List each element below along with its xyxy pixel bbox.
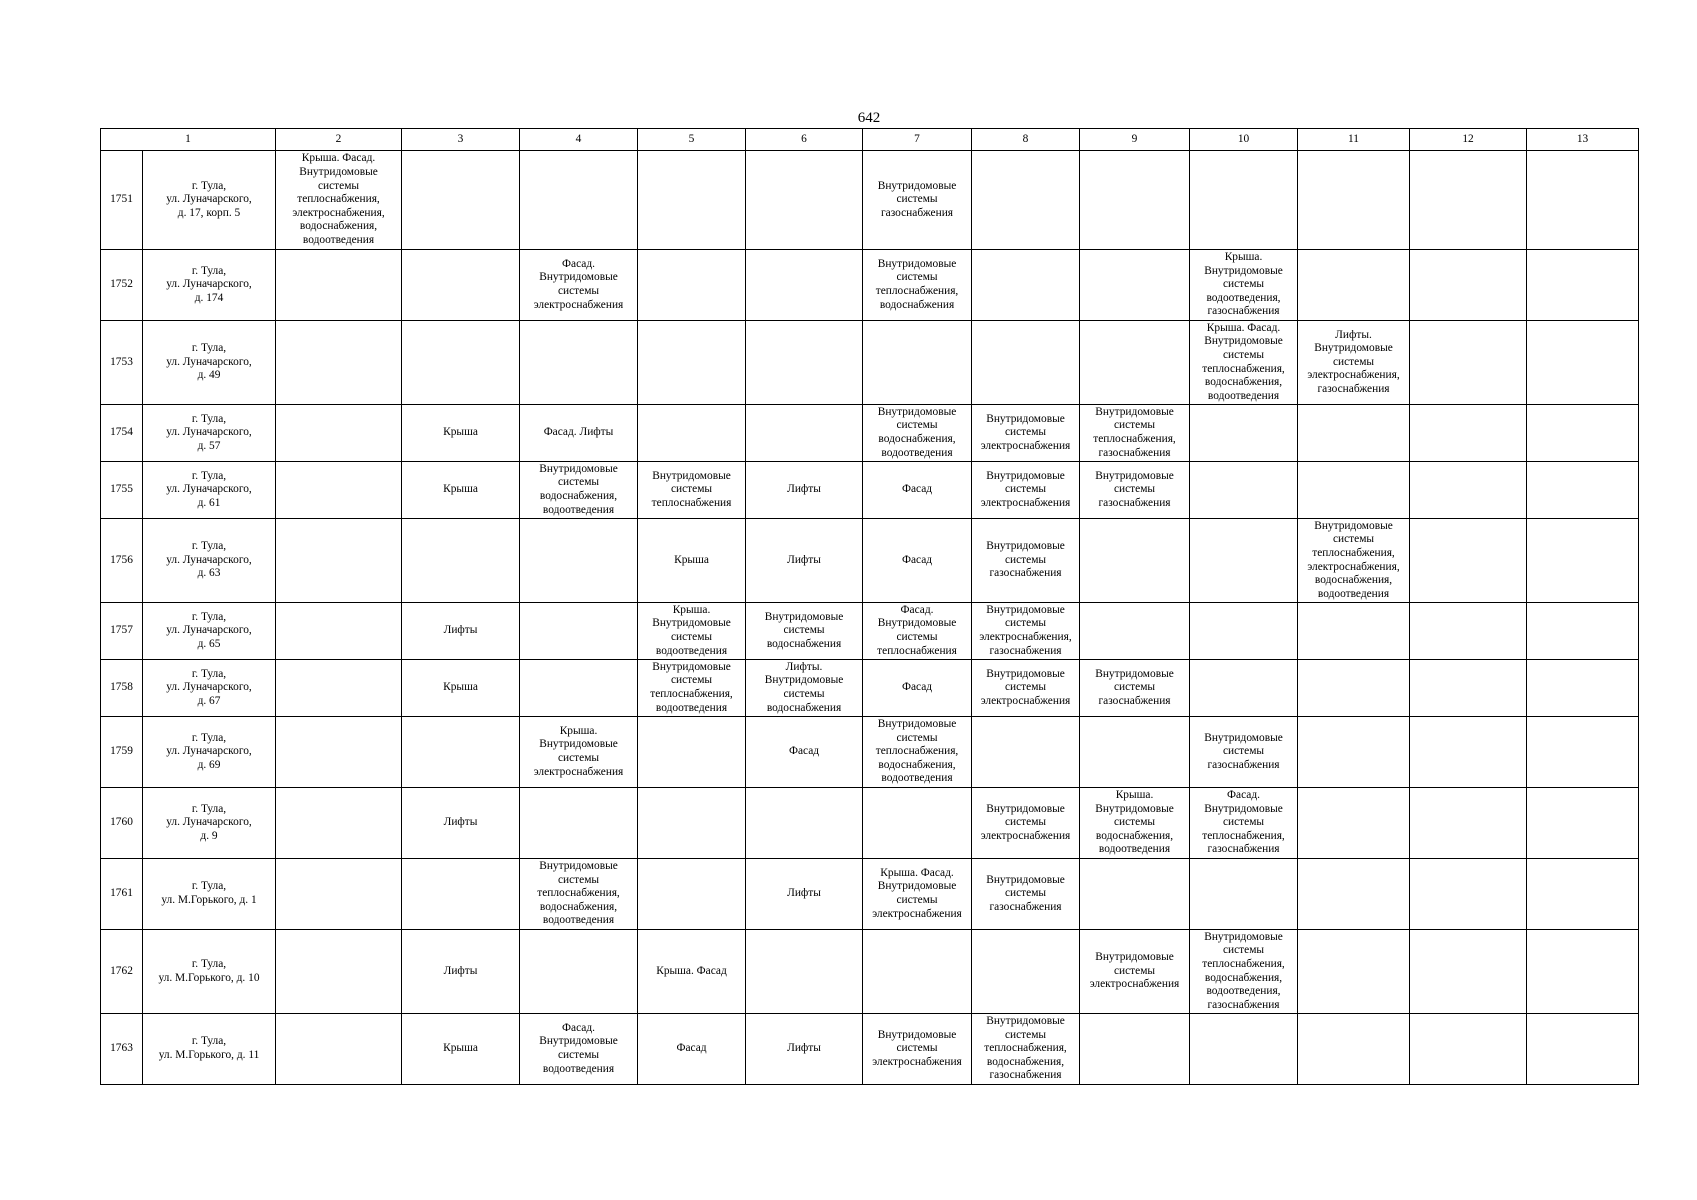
work-cell: Крыша. Внутридомовые системы водоснабжения, водоотведения (1080, 788, 1190, 859)
work-cell (1527, 788, 1639, 859)
work-cell (1190, 859, 1298, 930)
table-row (101, 717, 1639, 788)
work-cell (1410, 717, 1527, 788)
column-header: 11 (1298, 129, 1410, 151)
work-cell (1080, 1014, 1190, 1085)
work-cell (276, 660, 402, 717)
work-cell: Внутридомовые системы электроснабжения (863, 1014, 972, 1085)
work-cell (972, 930, 1080, 1014)
work-cell: Внутридомовые системы электроснабжения (1080, 930, 1190, 1014)
work-cell: Внутридомовые системы теплоснабжения, водоснабжения, газоснабжения (972, 1014, 1080, 1085)
work-cell (972, 321, 1080, 405)
work-cell: Лифты (402, 603, 520, 660)
table-row (101, 462, 1639, 519)
work-cell: Фасад (863, 660, 972, 717)
work-cell: Крыша (402, 660, 520, 717)
work-cell (1410, 519, 1527, 603)
work-cell (276, 519, 402, 603)
work-cell (1527, 321, 1639, 405)
work-cell (746, 321, 863, 405)
work-cell (1298, 1014, 1410, 1085)
column-header: 8 (972, 129, 1080, 151)
work-cell (1298, 788, 1410, 859)
work-cell (1190, 519, 1298, 603)
work-cell (972, 151, 1080, 250)
work-cell: Внутридомовые системы теплоснабжения, водоснабжения, водоотведения, газоснабжения (1190, 930, 1298, 1014)
work-cell (1080, 519, 1190, 603)
work-cell: Крыша (402, 1014, 520, 1085)
work-cell: Внутридомовые системы водоснабжения, водоотведения (863, 405, 972, 462)
column-header: 3 (402, 129, 520, 151)
work-cell (1298, 603, 1410, 660)
work-cell (276, 405, 402, 462)
work-cell: Крыша. Фасад. Внутридомовые системы теплоснабжения, водоснабжения, водоотведения (1190, 321, 1298, 405)
row-number: 1757 (101, 603, 143, 660)
address-cell: г. Тула, ул. Луначарского, д. 63 (143, 519, 276, 603)
work-cell (402, 250, 520, 321)
row-number: 1753 (101, 321, 143, 405)
address-cell: г. Тула, ул. М.Горького, д. 10 (143, 930, 276, 1014)
table-row (101, 930, 1639, 1014)
work-cell (1080, 717, 1190, 788)
row-number: 1763 (101, 1014, 143, 1085)
column-header: 4 (520, 129, 638, 151)
work-cell (638, 151, 746, 250)
work-cell: Внутридомовые системы газоснабжения (972, 519, 1080, 603)
column-header: 6 (746, 129, 863, 151)
page-number: 642 (857, 110, 881, 126)
work-cell (638, 859, 746, 930)
work-cell: Фасад. Внутридомовые системы теплоснабжения, газоснабжения (1190, 788, 1298, 859)
work-cell (863, 321, 972, 405)
work-cell: Внутридомовые системы водоснабжения (746, 603, 863, 660)
table-row (101, 660, 1639, 717)
work-cell (1080, 321, 1190, 405)
table-row (101, 250, 1639, 321)
work-cell (1527, 462, 1639, 519)
work-cell: Лифты. Внутридомовые системы водоснабжения (746, 660, 863, 717)
work-cell: Внутридомовые системы электроснабжения (972, 405, 1080, 462)
work-cell (276, 250, 402, 321)
work-cell (1298, 151, 1410, 250)
column-header: 10 (1190, 129, 1298, 151)
work-cell: Внутридомовые системы электроснабжения (972, 788, 1080, 859)
work-cell (1080, 603, 1190, 660)
work-cell (520, 788, 638, 859)
work-cell (1410, 250, 1527, 321)
work-cell (1527, 603, 1639, 660)
work-cell (746, 151, 863, 250)
work-cell (863, 930, 972, 1014)
work-cell (1410, 321, 1527, 405)
row-number: 1752 (101, 250, 143, 321)
work-cell (1298, 405, 1410, 462)
work-cell (638, 250, 746, 321)
column-header: 7 (863, 129, 972, 151)
work-cell: Крыша. Внутридомовые системы водоотведения (638, 603, 746, 660)
work-cell (1298, 250, 1410, 321)
table-row (101, 519, 1639, 603)
work-cell (1080, 250, 1190, 321)
work-cell (276, 321, 402, 405)
work-cell (276, 930, 402, 1014)
work-cell: Лифты (402, 930, 520, 1014)
address-cell: г. Тула, ул. Луначарского, д. 61 (143, 462, 276, 519)
work-cell (402, 717, 520, 788)
row-number: 1754 (101, 405, 143, 462)
work-cell (1410, 405, 1527, 462)
work-cell: Внутридомовые системы теплоснабжения (638, 462, 746, 519)
row-number: 1758 (101, 660, 143, 717)
work-cell (746, 405, 863, 462)
work-cell: Лифты (746, 859, 863, 930)
address-cell: г. Тула, ул. Луначарского, д. 174 (143, 250, 276, 321)
work-cell (1298, 660, 1410, 717)
table-row (101, 151, 1639, 250)
work-cell (1190, 462, 1298, 519)
work-cell: Лифты. Внутридомовые системы электроснабжения, газоснабжения (1298, 321, 1410, 405)
work-cell (1410, 151, 1527, 250)
work-cell: Внутридомовые системы электроснабжения, газоснабжения (972, 603, 1080, 660)
work-cell: Крыша. Внутридомовые системы водоотведения, газоснабжения (1190, 250, 1298, 321)
work-cell: Фасад (638, 1014, 746, 1085)
work-cell: Фасад. Лифты (520, 405, 638, 462)
work-cell: Крыша. Фасад (638, 930, 746, 1014)
work-cell (276, 859, 402, 930)
work-cell (1410, 930, 1527, 1014)
work-cell (1527, 250, 1639, 321)
work-cell (1298, 859, 1410, 930)
work-cell (276, 717, 402, 788)
work-cell (1190, 151, 1298, 250)
row-number: 1751 (101, 151, 143, 250)
column-header: 2 (276, 129, 402, 151)
work-cell (972, 250, 1080, 321)
header-row (101, 129, 1639, 151)
work-cell (1410, 660, 1527, 717)
work-cell: Лифты (746, 1014, 863, 1085)
work-cell (1410, 603, 1527, 660)
work-cell: Внутридомовые системы теплоснабжения, водоснабжения, водоотведения (520, 859, 638, 930)
work-cell (276, 1014, 402, 1085)
work-cell (863, 788, 972, 859)
work-cell: Внутридомовые системы водоснабжения, водоотведения (520, 462, 638, 519)
work-cell: Крыша. Фасад. Внутридомовые системы электроснабжения (863, 859, 972, 930)
work-cell: Лифты (746, 519, 863, 603)
work-cell (1527, 405, 1639, 462)
work-cell (1190, 1014, 1298, 1085)
address-cell: г. Тула, ул. Луначарского, д. 67 (143, 660, 276, 717)
row-number: 1755 (101, 462, 143, 519)
work-cell (520, 519, 638, 603)
column-header: 5 (638, 129, 746, 151)
work-cell (1190, 603, 1298, 660)
work-cell: Внутридомовые системы теплоснабжения, водоснабжения (863, 250, 972, 321)
address-cell: г. Тула, ул. Луначарского, д. 65 (143, 603, 276, 660)
address-cell: г. Тула, ул. М.Горького, д. 1 (143, 859, 276, 930)
work-cell: Внутридомовые системы теплоснабжения, электроснабжения, водоснабжения, водоотведения (1298, 519, 1410, 603)
row-number: 1761 (101, 859, 143, 930)
table-row (101, 859, 1639, 930)
work-cell (1410, 859, 1527, 930)
work-cell (638, 788, 746, 859)
row-number: 1762 (101, 930, 143, 1014)
table-row (101, 1014, 1639, 1085)
address-cell: г. Тула, ул. Луначарского, д. 49 (143, 321, 276, 405)
work-cell (402, 859, 520, 930)
work-cell: Внутридомовые системы газоснабжения (1080, 660, 1190, 717)
work-cell: Лифты (402, 788, 520, 859)
work-cell (746, 788, 863, 859)
work-cell (520, 660, 638, 717)
work-cell (638, 405, 746, 462)
work-cell (1527, 717, 1639, 788)
work-cell (276, 788, 402, 859)
work-cell: Внутридомовые системы газоснабжения (863, 151, 972, 250)
work-cell: Внутридомовые системы теплоснабжения, водоотведения (638, 660, 746, 717)
work-cell: Лифты (746, 462, 863, 519)
column-header: 1 (101, 129, 276, 151)
work-cell (746, 250, 863, 321)
table-body (101, 129, 1639, 1085)
row-number: 1756 (101, 519, 143, 603)
work-cell (276, 462, 402, 519)
works-schedule-table (100, 128, 1639, 1085)
work-cell: Фасад. Внутридомовые системы электроснабжения (520, 250, 638, 321)
work-cell (520, 930, 638, 1014)
work-cell: Внутридомовые системы газоснабжения (1080, 462, 1190, 519)
work-cell (1190, 660, 1298, 717)
work-cell: Фасад (863, 462, 972, 519)
work-cell: Фасад. Внутридомовые системы водоотведения (520, 1014, 638, 1085)
address-cell: г. Тула, ул. Луначарского, д. 69 (143, 717, 276, 788)
work-cell: Внутридомовые системы теплоснабжения, водоснабжения, водоотведения (863, 717, 972, 788)
work-cell: Фасад (863, 519, 972, 603)
work-cell: Внутридомовые системы газоснабжения (1190, 717, 1298, 788)
work-cell (402, 151, 520, 250)
work-cell (520, 321, 638, 405)
work-cell: Внутридомовые системы теплоснабжения, газоснабжения (1080, 405, 1190, 462)
work-cell (1298, 462, 1410, 519)
work-cell (1080, 859, 1190, 930)
column-header: 13 (1527, 129, 1639, 151)
address-cell: г. Тула, ул. Луначарского, д. 57 (143, 405, 276, 462)
work-cell (1527, 151, 1639, 250)
work-cell (1410, 788, 1527, 859)
work-cell (520, 603, 638, 660)
address-cell: г. Тула, ул. М.Горького, д. 11 (143, 1014, 276, 1085)
table-row (101, 788, 1639, 859)
work-cell: Крыша. Фасад. Внутридомовые системы теплоснабжения, электроснабжения, водоснабжения, водоотведения (276, 151, 402, 250)
column-header: 12 (1410, 129, 1527, 151)
work-cell: Фасад. Внутридомовые системы теплоснабжения (863, 603, 972, 660)
work-cell (1527, 930, 1639, 1014)
row-number: 1759 (101, 717, 143, 788)
work-cell (1527, 519, 1639, 603)
table-row (101, 603, 1639, 660)
table-row (101, 321, 1639, 405)
work-cell (1410, 1014, 1527, 1085)
column-header: 9 (1080, 129, 1190, 151)
work-cell (402, 321, 520, 405)
work-cell (638, 717, 746, 788)
work-cell (1190, 405, 1298, 462)
work-cell (402, 519, 520, 603)
work-cell (520, 151, 638, 250)
work-cell (1080, 151, 1190, 250)
work-cell (1527, 660, 1639, 717)
work-cell: Крыша (638, 519, 746, 603)
work-cell (638, 321, 746, 405)
work-cell: Крыша (402, 405, 520, 462)
work-cell (1298, 930, 1410, 1014)
row-number: 1760 (101, 788, 143, 859)
work-cell: Внутридомовые системы электроснабжения (972, 660, 1080, 717)
work-cell: Крыша (402, 462, 520, 519)
table-row (101, 405, 1639, 462)
work-cell (276, 603, 402, 660)
work-cell (1527, 1014, 1639, 1085)
work-cell (746, 930, 863, 1014)
work-cell (1298, 717, 1410, 788)
work-cell (972, 717, 1080, 788)
work-cell (1410, 462, 1527, 519)
work-cell (1527, 859, 1639, 930)
address-cell: г. Тула, ул. Луначарского, д. 17, корп. 5 (143, 151, 276, 250)
work-cell: Внутридомовые системы электроснабжения (972, 462, 1080, 519)
work-cell: Крыша. Внутридомовые системы электроснабжения (520, 717, 638, 788)
work-cell: Внутридомовые системы газоснабжения (972, 859, 1080, 930)
address-cell: г. Тула, ул. Луначарского, д. 9 (143, 788, 276, 859)
work-cell: Фасад (746, 717, 863, 788)
